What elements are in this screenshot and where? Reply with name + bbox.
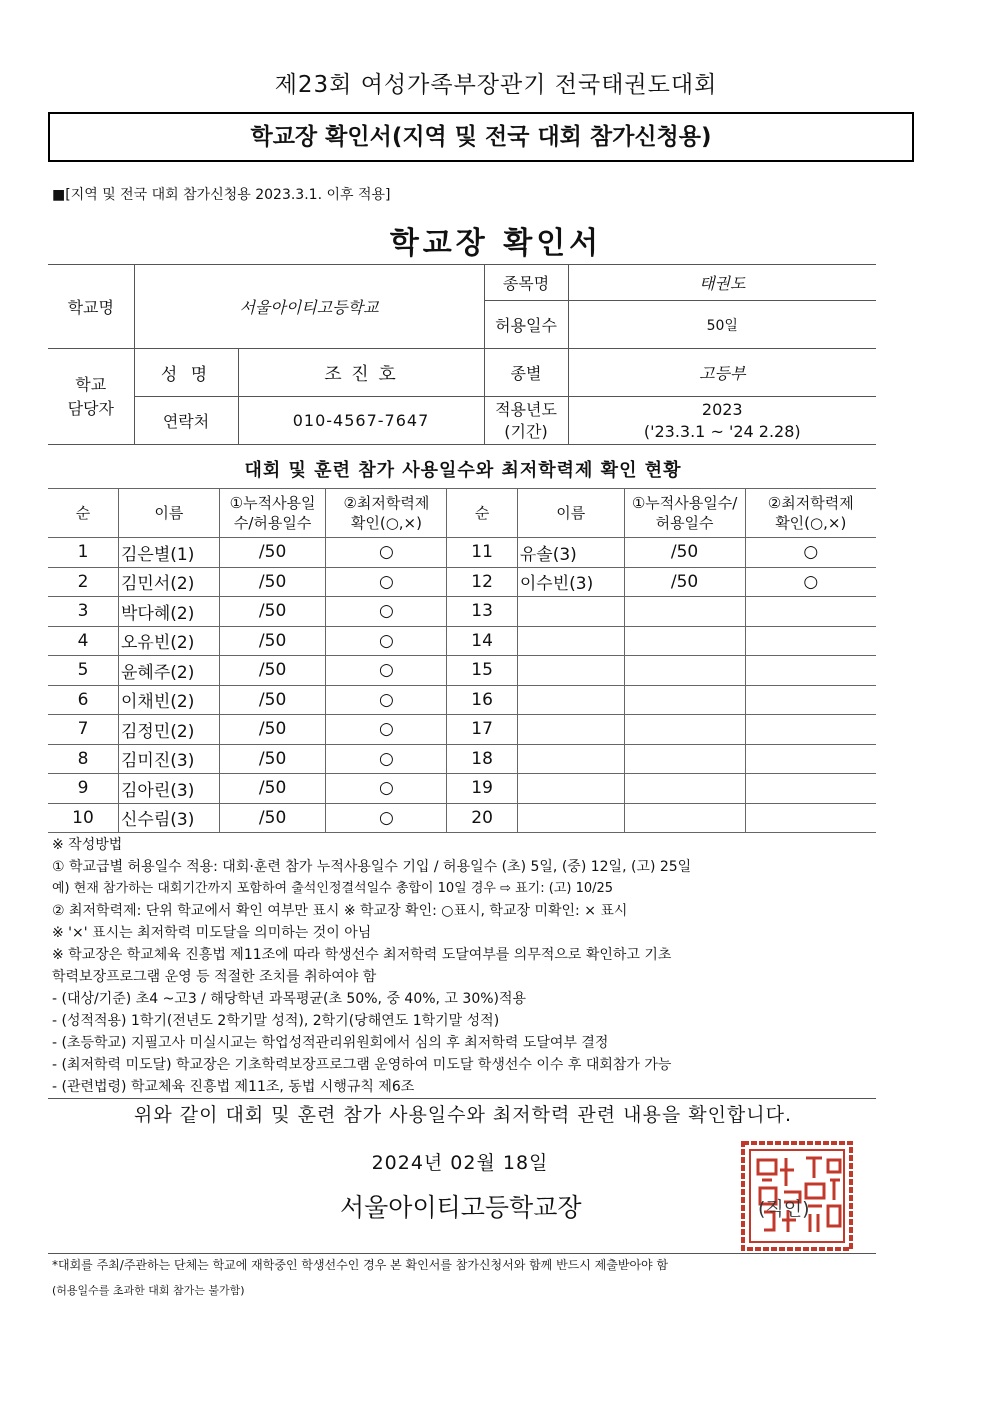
roster-no: 3 <box>48 597 119 627</box>
instruction-line: ※ '×' 표시는 최저학력 미도달을 의미하는 것이 아님 <box>52 925 372 941</box>
instruction-line: - (관련법령) 학교체육 진흥법 제11조, 동법 시행규칙 제6조 <box>52 1079 415 1095</box>
division-label: 종별 <box>484 349 568 397</box>
roster-no: 5 <box>48 656 119 686</box>
seal-label: (직인) <box>758 1198 810 1220</box>
year-label <box>484 397 568 445</box>
sport-value: 태권도 <box>568 265 876 301</box>
name-label: 성 명 <box>134 349 238 397</box>
roster-check-right <box>745 803 876 833</box>
days-value: 50일 <box>568 301 876 349</box>
roster-no-right: 18 <box>447 744 518 774</box>
division-value: 고등부 <box>568 349 876 397</box>
roster-check-right <box>745 685 876 715</box>
year-label-line1: 적용년도 <box>495 399 557 419</box>
signature-date: 2024년 02월 18일 <box>371 1152 549 1174</box>
roster-check: ○ <box>326 715 447 745</box>
roster-days-right: /50 <box>624 538 745 568</box>
roster-days-right <box>624 774 745 804</box>
roster-no-right: 15 <box>447 656 518 686</box>
roster-name: 김민서(2) <box>119 567 220 597</box>
roster-name-right: 이수빈(3) <box>517 567 624 597</box>
table-row <box>48 715 876 745</box>
period-value: ('23.3.1 ~ '24 2.28) <box>643 421 801 441</box>
roster-check-right <box>745 774 876 804</box>
roster-days-right <box>624 597 745 627</box>
roster-name-right: 유솔(3) <box>517 538 624 568</box>
header-days-line1: ①누적사용일 <box>229 494 316 512</box>
roster-check-right: ○ <box>745 567 876 597</box>
roster-days: /50 <box>219 803 326 833</box>
instruction-line: - (대상/기준) 초4 ~고3 / 해당학년 과목평균(초 50%, 중 40%, 고 30%)적용 <box>52 991 527 1007</box>
year-value: 2023 <box>701 399 743 419</box>
header-name-right: 이름 <box>517 489 624 538</box>
roster-check-right <box>745 656 876 686</box>
roster-name-right <box>517 744 624 774</box>
applicability-note: ■[지역 및 전국 대회 참가신청용 2023.3.1. 이후 적용] <box>52 187 391 203</box>
days-label: 허용일수 <box>484 301 568 349</box>
school-name: 서울아이티고등학교 <box>134 265 484 349</box>
event-title: 제23회 여성가족부장관기 전국태권도대회 <box>274 72 718 98</box>
roster-days-right <box>624 685 745 715</box>
table-row <box>48 567 876 597</box>
roster-days-right: /50 <box>624 567 745 597</box>
header-academic <box>326 489 447 538</box>
table-row <box>48 626 876 656</box>
roster-name: 박다혜(2) <box>119 597 220 627</box>
roster-no-right: 16 <box>447 685 518 715</box>
roster-check-right <box>745 597 876 627</box>
header-no-right: 순 <box>447 489 518 538</box>
divider <box>48 1098 876 1099</box>
school-label: 학교명 <box>48 265 134 349</box>
roster-name: 김아린(3) <box>119 774 220 804</box>
roster-no-right: 13 <box>447 597 518 627</box>
roster-name-right <box>517 626 624 656</box>
roster-no: 4 <box>48 626 119 656</box>
roster-days-right <box>624 656 745 686</box>
roster-no: 9 <box>48 774 119 804</box>
roster-days: /50 <box>219 656 326 686</box>
roster-days-right <box>624 626 745 656</box>
header-days <box>219 489 326 538</box>
header-academic-right-line1: ②최저학력제 <box>767 494 854 512</box>
roster-check-right <box>745 626 876 656</box>
roster-days: /50 <box>219 744 326 774</box>
roster-name: 윤혜주(2) <box>119 656 220 686</box>
name-value: 조 진 호 <box>238 349 484 397</box>
contact-label <box>48 349 134 445</box>
roster-name-right <box>517 685 624 715</box>
roster-no-right: 11 <box>447 538 518 568</box>
roster-name-right <box>517 803 624 833</box>
roster-name: 오유빈(2) <box>119 626 220 656</box>
roster-check: ○ <box>326 685 447 715</box>
header-academic-line1: ②최저학력제 <box>343 494 430 512</box>
roster-name-right <box>517 715 624 745</box>
year-label-line2: (기간) <box>504 421 548 441</box>
roster-days-right <box>624 803 745 833</box>
roster-check-right <box>745 744 876 774</box>
roster-check: ○ <box>326 597 447 627</box>
school-principal-signature: 서울아이티고등학교장 <box>340 1193 582 1222</box>
school-info-table <box>48 264 876 445</box>
header-no: 순 <box>48 489 119 538</box>
instruction-line: ② 최저학력제: 단위 학교에서 확인 여부만 표시 ※ 학교장 확인: ○표시, 학교장 미확인: × 표시 <box>52 903 628 919</box>
header-days-right-line1: ①누적사용일수/ <box>631 494 738 512</box>
roster-check: ○ <box>326 774 447 804</box>
roster-no-right: 19 <box>447 774 518 804</box>
roster-name-right <box>517 656 624 686</box>
footnote-submission: *대회를 주최/주관하는 단체는 학교에 재학중인 학생선수인 경우 본 확인서를 참가신청서와 함께 반드시 제출받아야 함 <box>52 1258 669 1272</box>
roster-days-right <box>624 744 745 774</box>
divider <box>48 1253 876 1254</box>
header-days-right-line2: 허용일수 <box>655 514 714 532</box>
roster-name: 김은별(1) <box>119 538 220 568</box>
year-value-cell <box>568 397 876 445</box>
roster-no: 6 <box>48 685 119 715</box>
roster-days: /50 <box>219 538 326 568</box>
table-row <box>48 803 876 833</box>
table-row <box>48 656 876 686</box>
roster-check: ○ <box>326 744 447 774</box>
instructions <box>52 834 892 1098</box>
roster-no: 8 <box>48 744 119 774</box>
roster-no-right: 20 <box>447 803 518 833</box>
roster-no: 1 <box>48 538 119 568</box>
phone-label: 연락처 <box>134 397 238 445</box>
roster-check: ○ <box>326 803 447 833</box>
roster-check-right <box>745 715 876 745</box>
roster-days-right <box>624 715 745 745</box>
table-row <box>48 597 876 627</box>
table-row <box>48 774 876 804</box>
table-row <box>48 744 876 774</box>
instruction-line: ※ 학교장은 학교체육 진흥법 제11조에 따라 학생선수 최저학력 도달여부를 의무적으로 확인하고 기초 <box>52 947 672 963</box>
roster-days: /50 <box>219 626 326 656</box>
instruction-heading: ※ 작성방법 <box>52 837 123 853</box>
roster-name: 김정민(2) <box>119 715 220 745</box>
roster-days: /50 <box>219 597 326 627</box>
roster-table <box>48 488 876 833</box>
table-row <box>48 538 876 568</box>
roster-name-right <box>517 597 624 627</box>
roster-no: 2 <box>48 567 119 597</box>
document-banner-title: 학교장 확인서(지역 및 전국 대회 참가신청용) <box>48 112 914 162</box>
header-name: 이름 <box>119 489 220 538</box>
instruction-line: - (초등학교) 지필고사 미실시교는 학업성적관리위원회에서 심의 후 최저학력 도달여부 결정 <box>52 1035 609 1051</box>
header-days-right <box>624 489 745 538</box>
header-days-line2: 수/허용일수 <box>233 514 312 532</box>
instruction-line: - (성적적용) 1학기(전년도 2학기말 성적), 2학기(당해연도 1학기말 성적) <box>52 1013 500 1029</box>
roster-check: ○ <box>326 626 447 656</box>
roster-no: 10 <box>48 803 119 833</box>
roster-name-right <box>517 774 624 804</box>
roster-no-right: 17 <box>447 715 518 745</box>
contact-label-line2: 담당자 <box>67 398 114 418</box>
contact-label-line1: 학교 <box>75 374 107 394</box>
table-row <box>48 685 876 715</box>
roster-check: ○ <box>326 538 447 568</box>
roster-days: /50 <box>219 685 326 715</box>
roster-days: /50 <box>219 715 326 745</box>
header-academic-right-line2: 확인(○,×) <box>775 514 847 532</box>
roster-no: 7 <box>48 715 119 745</box>
instruction-line: - (최저학력 미도달) 학교장은 기초학력보장프로그램 운영하여 미도달 학생선수 이수 후 대회참가 가능 <box>52 1057 672 1073</box>
roster-title: 대회 및 훈련 참가 사용일수와 최저학력제 확인 현황 <box>244 460 682 481</box>
confirmation-statement: 위와 같이 대회 및 훈련 참가 사용일수와 최저학력 관련 내용을 확인합니다. <box>133 1104 793 1126</box>
main-title: 학교장 확인서 <box>389 226 603 261</box>
instruction-line: 예) 현재 참가하는 대회기간까지 포함하여 출석인정결석일수 총합이 10일 경우 ⇨ 표기: (고) 10/25 <box>52 881 614 896</box>
sport-label: 종목명 <box>484 265 568 301</box>
roster-check: ○ <box>326 656 447 686</box>
roster-days: /50 <box>219 567 326 597</box>
phone-value: 010-4567-7647 <box>238 397 484 445</box>
roster-name: 이채빈(2) <box>119 685 220 715</box>
footnote-limit: (허용일수를 초과한 대회 참가는 불가함) <box>52 1284 245 1297</box>
header-academic-right <box>745 489 876 538</box>
roster-header-row <box>48 489 876 538</box>
roster-name: 김미진(3) <box>119 744 220 774</box>
roster-name: 신수림(3) <box>119 803 220 833</box>
instruction-line: ① 학교급별 허용일수 적용: 대회·훈련 참가 누적사용일수 기입 / 허용일수 (초) 5일, (중) 12일, (고) 25일 <box>52 859 692 875</box>
roster-no-right: 14 <box>447 626 518 656</box>
instruction-line: 학력보장프로그램 운영 등 적절한 조치를 취하여야 함 <box>52 969 377 985</box>
roster-no-right: 12 <box>447 567 518 597</box>
roster-check-right: ○ <box>745 538 876 568</box>
roster-check: ○ <box>326 567 447 597</box>
header-academic-line2: 확인(○,×) <box>350 514 422 532</box>
roster-days: /50 <box>219 774 326 804</box>
